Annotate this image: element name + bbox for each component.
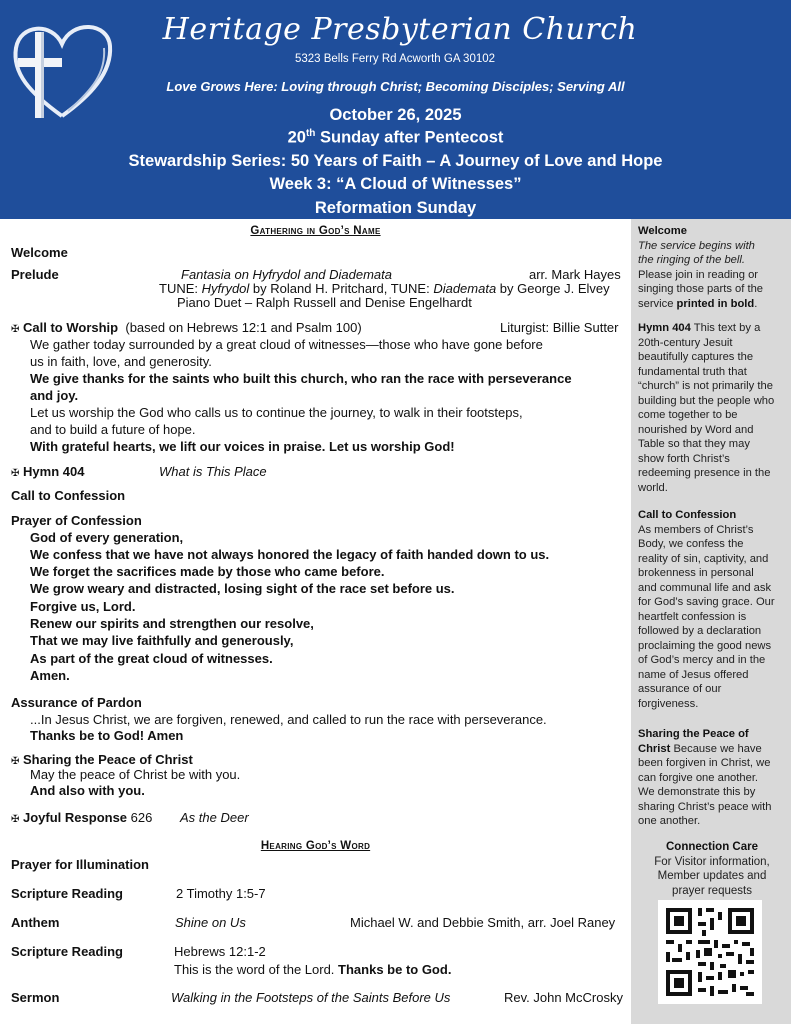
anthem-title: Shine on Us [175, 915, 246, 930]
joyful-response-title: As the Deer [180, 810, 249, 825]
tagline: Love Grows Here: Loving through Christ; Becoming Disciples; Serving All [166, 79, 625, 94]
church-name: Heritage Presbyterian Church [162, 12, 638, 47]
assurance-line-2: Thanks be to God! Amen [30, 728, 184, 743]
confession-line: We confess that we have not always honored the legacy of faith handed down to us. [30, 547, 550, 562]
sidebar-peace-note: Sharing the Peace of Christ Because we have been forgiven in Christ, we can forgive one another. We demonstrate this by sharing Christ’s peace with one another. [638, 728, 772, 827]
peace-line-2: And also with you. [30, 783, 145, 798]
call-to-worship-heading: ✠ Call to Worship (based on Hebrews 12:1 and Psalm 100) [11, 320, 362, 335]
ctw-line-6: and to build a future of hope. [30, 422, 196, 437]
hymn-heading: ✠ Hymn 404 [11, 464, 85, 479]
section-gathering: Gathering in God’s Name [250, 225, 381, 237]
scripture-reading-1-label: Scripture Reading [11, 886, 123, 901]
cross-symbol-icon: ✠ [11, 324, 20, 335]
header-banner [0, 0, 791, 219]
ctw-line-4: and joy. [30, 388, 79, 403]
sermon-title: Walking in the Footsteps of the Saints Before Us [171, 990, 451, 1005]
prayer-of-confession-label: Prayer of Confession [11, 513, 142, 528]
confession-line: That we may live faithfully and generously, [30, 633, 294, 648]
ctw-line-3: We give thanks for the saints who built this church, who ran the race with perseverance [30, 371, 572, 386]
ctw-line-1: We gather today surrounded by a great cloud of witnesses—those who have gone before [30, 337, 543, 352]
qr-code-icon[interactable] [658, 900, 762, 1004]
cross-symbol-icon: ✠ [11, 468, 20, 479]
sidebar-hymn-note: Hymn 404 This text by a 20th-century Jesuit beautifully captures the fundamental truth that “church” is not primarily the building but the people who come together to be nourished by Word and Table so that they may show forth Christ’s redeeming presence in the world. [638, 322, 775, 494]
church-address: 5323 Bells Ferry Rd Acworth GA 30102 [294, 53, 496, 65]
ctw-line-2: us in faith, love, and generosity. [30, 354, 212, 369]
call-to-confession: Call to Confession [11, 488, 126, 503]
sermon-label: Sermon [11, 990, 60, 1005]
prayer-for-illumination: Prayer for Illumination [11, 857, 149, 872]
occasion: Reformation Sunday [314, 199, 477, 217]
prelude-tunes: TUNE: Hyfrydol by Roland H. Pritchard, TUNE: Diademata by George J. Elvey [159, 281, 610, 296]
ctw-line-7: With grateful hearts, we lift our voices in praise. Let us worship God! [30, 439, 455, 454]
cross-symbol-icon: ✠ [11, 814, 20, 825]
prelude-label: Prelude [11, 267, 59, 282]
confession-line: We grow weary and distracted, losing sight of the race set before us. [30, 581, 455, 596]
joyful-response-heading: ✠ Joyful Response 626 [11, 810, 153, 825]
anthem-composer: Michael W. and Debbie Smith, arr. Joel Raney [350, 915, 616, 930]
sidebar-connection-care: Connection Care For Visitor information, Member updates and prayer requests [654, 841, 770, 897]
confession-line: As part of the great cloud of witnesses. [30, 651, 273, 666]
service-date: October 26, 2025 [329, 106, 462, 124]
assurance-label: Assurance of Pardon [11, 695, 142, 710]
anthem-label: Anthem [11, 915, 60, 930]
prelude-performers: Piano Duet – Ralph Russell and Denise Engelhardt [177, 295, 472, 310]
assurance-line-1: ...In Jesus Christ, we are forgiven, renewed, and called to run the race with perseverance. [30, 712, 547, 727]
confession-line: Renew our spirits and strengthen our resolve, [30, 616, 314, 631]
stewardship-series: Stewardship Series: 50 Years of Faith – A Journey of Love and Hope [128, 152, 663, 170]
scripture-reading-1-ref: 2 Timothy 1:5-7 [176, 886, 266, 901]
peace-line-1: May the peace of Christ be with you. [30, 767, 241, 782]
scripture-response: This is the word of the Lord. Thanks be to God. [174, 962, 452, 977]
sermon-preacher: Rev. John McCrosky [504, 990, 623, 1005]
sidebar-confession-note: Call to Confession As members of Christ’s Body, we confess the reality of sin, captivity, and brokenness in personal and communal life and ask for God’s saving grace. Our heartfelt confession is followed by a declaration proclaiming the good news of God’s mercy and in the name of Jesus offered assurance of our forgiveness. [638, 509, 775, 710]
series-week: Week 3: “A Cloud of Witnesses” [269, 175, 522, 193]
liturgist: Liturgist: Billie Sutter [500, 320, 619, 335]
confession-line: We forget the sacrifices made by those who came before. [30, 564, 385, 579]
prelude-title: Fantasia on Hyfrydol and Diademata [181, 267, 393, 282]
peace-heading: ✠ Sharing the Peace of Christ [11, 752, 193, 767]
confession-line: Forgive us, Lord. [30, 599, 136, 614]
hymn-title: What is This Place [159, 464, 267, 479]
confession-line: God of every generation, [30, 530, 184, 545]
prelude-arranger: arr. Mark Hayes [529, 267, 621, 282]
confession-line: Amen. [30, 668, 70, 683]
sidebar-welcome: Welcome The service begins with the ringing of the bell. Please join in reading or singing those parts of the service printed in bold. [638, 225, 764, 310]
ctw-line-5: Let us worship the God who calls us to continue the journey, to walk in their footsteps, [30, 405, 523, 420]
liturgical-day: 20th Sunday after Pentecost [287, 128, 504, 147]
scripture-reading-2-ref: Hebrews 12:1-2 [174, 944, 266, 959]
section-hearing: Hearing God’s Word [260, 840, 371, 852]
cross-symbol-icon: ✠ [11, 756, 20, 767]
scripture-reading-2-label: Scripture Reading [11, 944, 123, 959]
welcome-item: Welcome [11, 245, 68, 260]
